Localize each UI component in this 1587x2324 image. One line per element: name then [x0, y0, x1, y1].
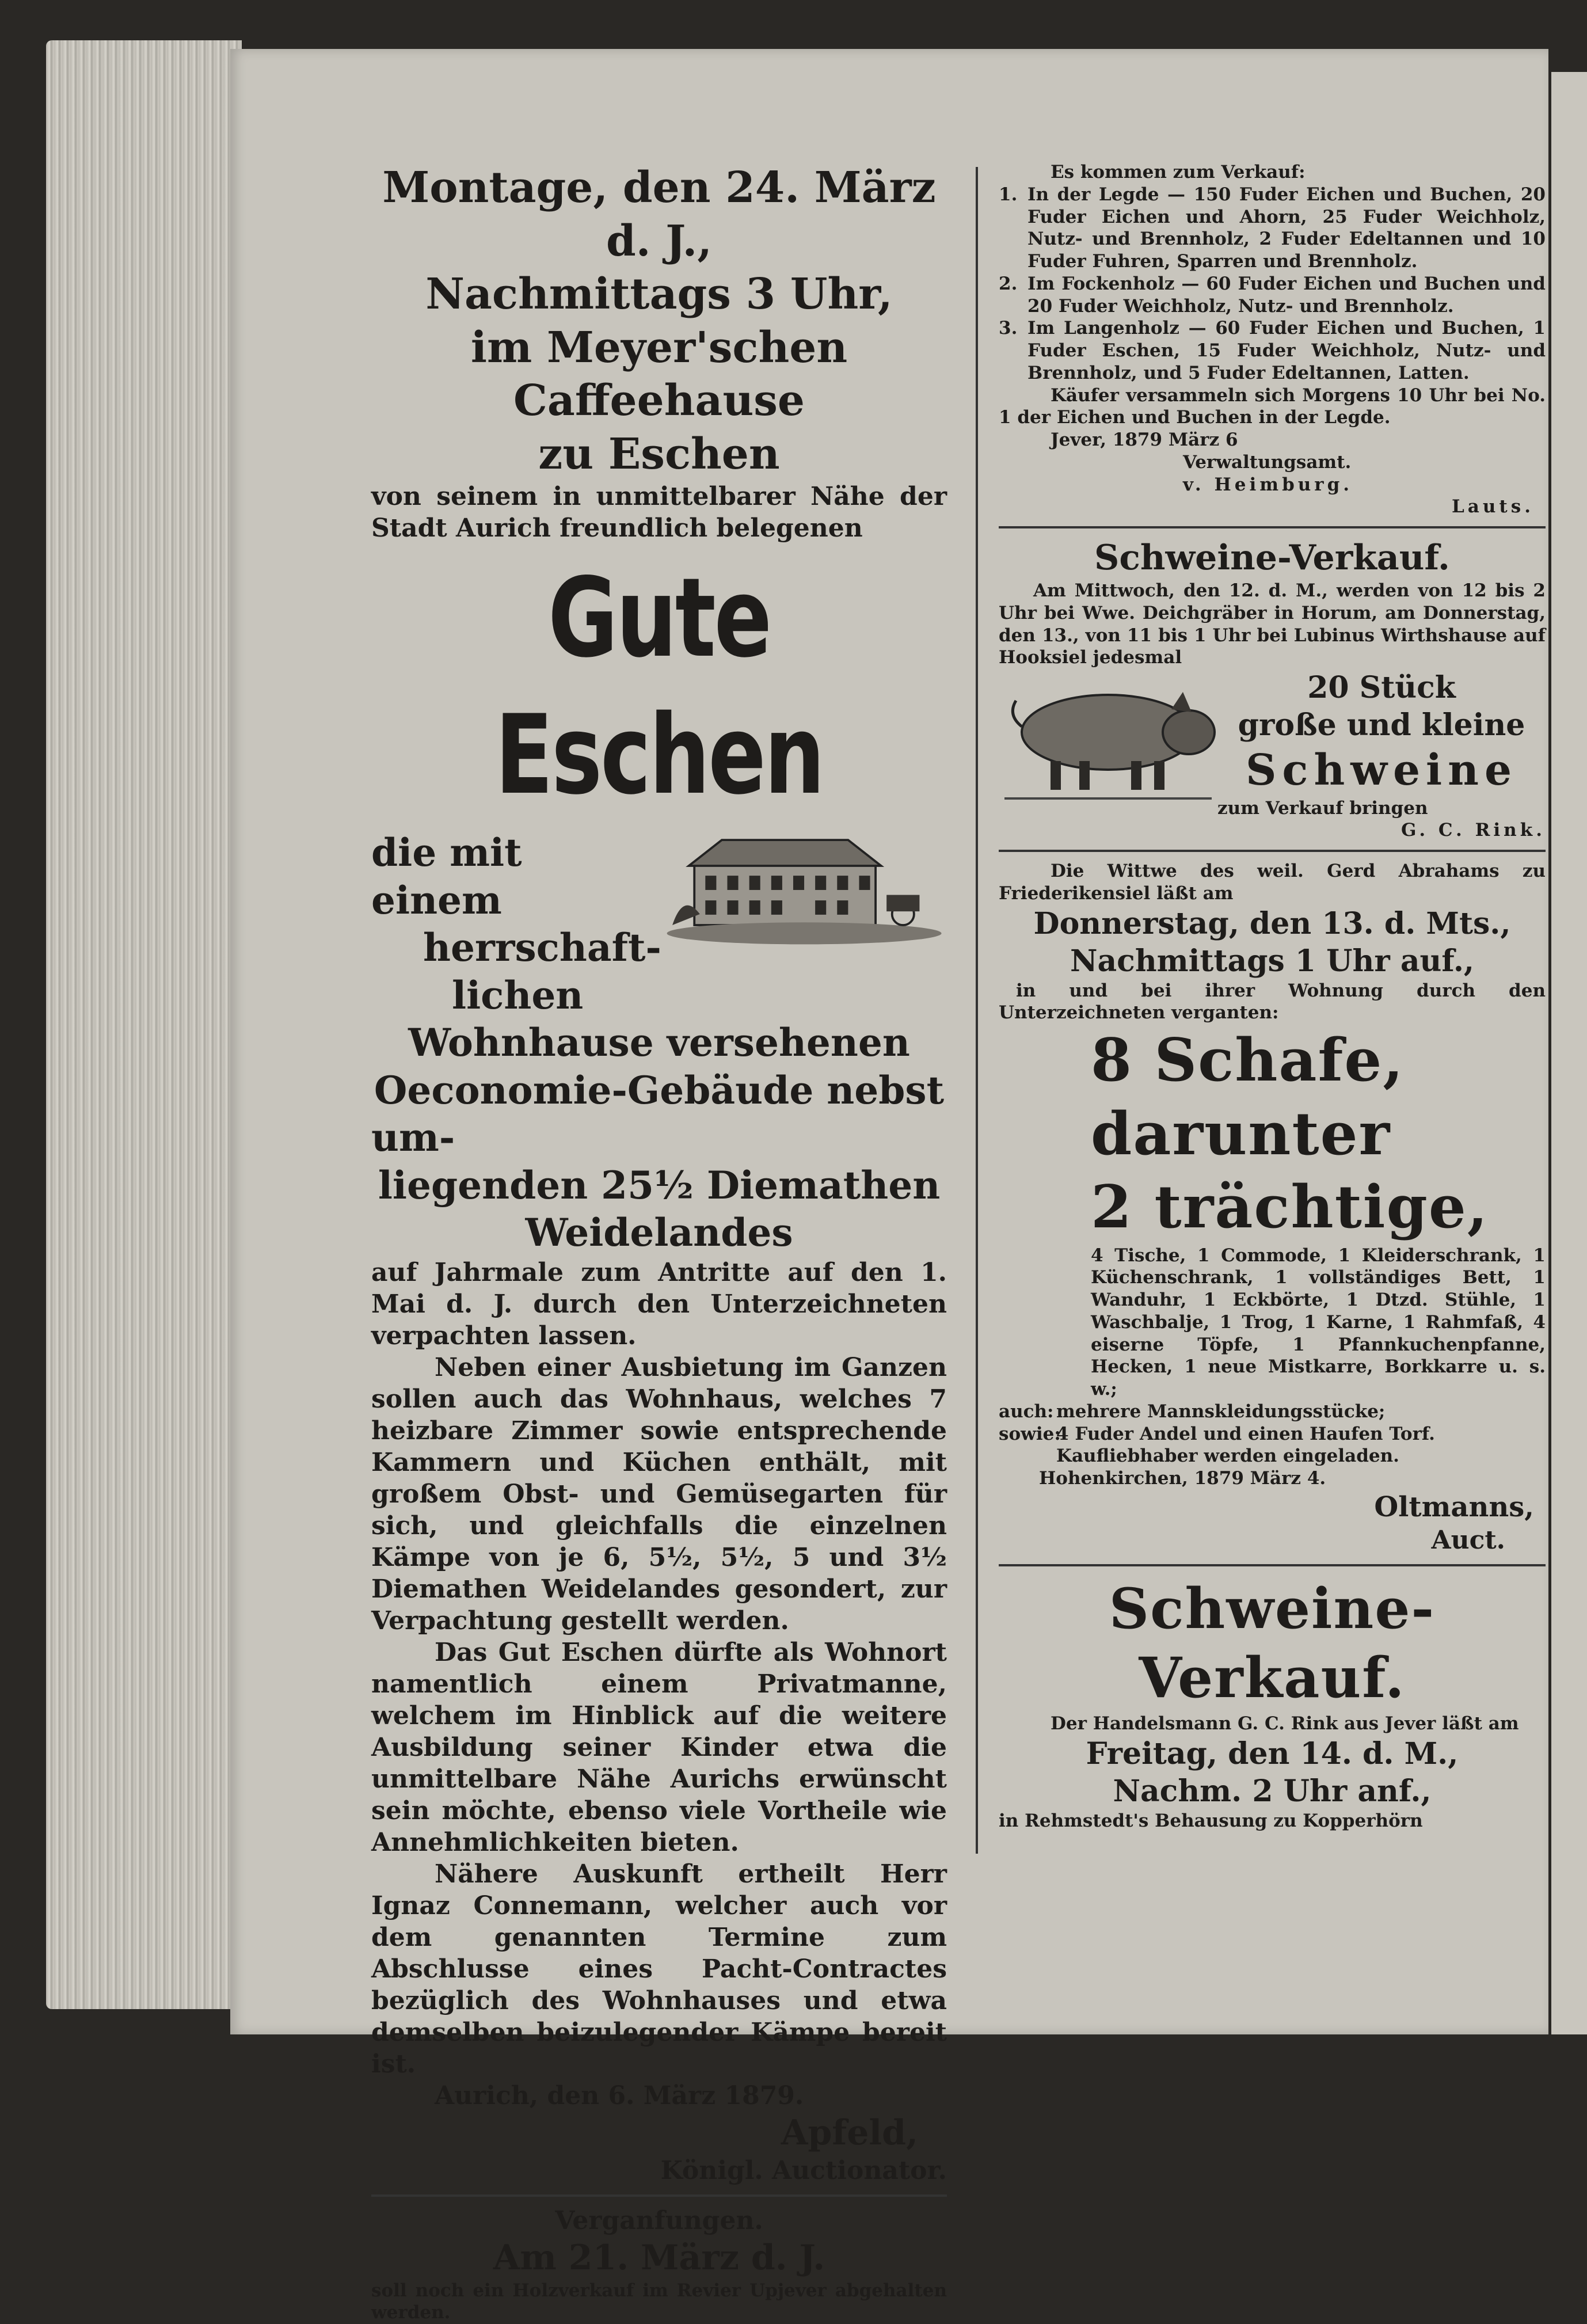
pig-sizes: große und kleine: [1217, 706, 1546, 744]
auctioneer-title: Auct.: [999, 1524, 1546, 1556]
office-name: Verwaltungsamt.: [999, 451, 1546, 474]
furniture-list: 4 Tische, 1 Commode, 1 Kleiderschrank, 1 Küchenschrank, 1 vollständiges Bett, 1 Wanduhr, 1 Eckbörte, 1 Dtzd. Stühle, 1 Waschbalje, 1 Trog, 1 Karne, 1 Rahmfaß, 4 eiserne Töpfe, 1 Pfannkuchenpfanne, Hecken, 1 neue Mistkarre, Borkkarre u. s. w.;: [999, 1245, 1546, 1401]
auctioneer-signature: Oltmanns,: [999, 1490, 1546, 1524]
ad-time-line: Nachmittags 3 Uhr,: [371, 268, 947, 321]
pig-sale-text-1: Am Mittwoch, den 12. d. M., werden von 12 bis 2 Uhr bei Wwe. Deichgräber in Horum, am Donnerstag, den 13., von 11 bis 1 Uhr bei Lubinus Wirthshause auf Hooksiel jedesmal: [999, 580, 1546, 669]
jever-dateline: Jever, 1879 März 6: [999, 429, 1546, 451]
divider: [999, 1564, 1546, 1566]
pig-word: Schweine: [1217, 744, 1546, 797]
pig-sale-day-2: Freitag, den 14. d. M.,: [999, 1735, 1546, 1773]
pig-sale-closing: zum Verkauf bringen: [1217, 797, 1546, 820]
divider: [999, 850, 1546, 852]
pig-illustration: [999, 669, 1217, 807]
widow-day: Donnerstag, den 13. d. Mts.,: [999, 905, 1546, 942]
pig-sale-title-1: Schweine-Verkauf.: [999, 537, 1546, 580]
ad-dateline: Aurich, den 6. März 1879.: [371, 2080, 947, 2112]
office-signature-2: Lauts.: [999, 496, 1546, 518]
estate-line-2: herrschaft-: [371, 924, 661, 972]
page-edges: [46, 40, 242, 2009]
meeting-note: Käufer versammeln sich Morgens 10 Uhr bei No. 1 der Eichen und Buchen in der Legde.: [999, 385, 1546, 429]
also-line: auch: mehrere Mannskleidungsstücke;: [999, 1401, 1546, 1423]
pig-sale-place-2: in Rehmstedt's Behausung zu Kopperhörn: [999, 1810, 1546, 1832]
paragraph-1: auf Jahrmale zum Antritte auf den 1. Mai d. J. durch den Unterzeichneten verpachten lassen.: [371, 1257, 947, 1352]
paragraph-3: Das Gut Eschen dürfte als Wohnort namentlich einem Privatmanne, welchem im Hinblick auf die weitere Ausbildung seiner Kinder etwa die unmittelbare Nähe Aurichs erwünscht sein möchte, ebenso viele Vortheile wie Annehmlichkeiten bieten.: [371, 1637, 947, 1858]
left-column: [371, 161, 947, 2324]
pig-count: 20 Stück: [1217, 669, 1546, 706]
estate-block: [371, 829, 947, 1019]
manor-house-illustration: [661, 829, 947, 950]
estate-title: Gute Eschen: [435, 550, 884, 823]
estate-line-4: Wohnhause versehenen: [371, 1019, 947, 1067]
ad-place-line: im Meyer'schen Caffeehause: [371, 321, 947, 428]
ad-town-line: zu Eschen: [371, 428, 947, 481]
estate-line-5: Oeconomie-Gebäude nebst um-: [371, 1067, 947, 1162]
estate-line-3: lichen: [371, 972, 661, 1020]
next-page-edge: [1551, 72, 1587, 2034]
widow-dateline: Hohenkirchen, 1879 März 4.: [999, 1467, 1546, 1490]
ad-intro-2: Stadt Aurich freundlich belegenen: [371, 512, 947, 544]
widow-place: in und bei ihrer Wohnung durch den Unterzeichneten verganten:: [999, 980, 1546, 1025]
buyers-invited: Kaufliebhaber werden eingeladen.: [999, 1445, 1546, 1467]
column-rule: [976, 167, 978, 1854]
sheep-line-2: 2 trächtige,: [999, 1171, 1546, 1245]
pig-sale-signature: G. C. Rink.: [1217, 819, 1546, 842]
estate-line-1: die mit einem: [371, 829, 661, 924]
vergantungen-date: Am 21. März d. J.: [371, 2236, 947, 2280]
estate-line-7: Weidelandes: [371, 1209, 947, 1257]
paragraph-2: Neben einer Ausbietung im Ganzen sollen auch das Wohnhaus, welches 7 heizbare Zimmer sowie entsprechende Kammern und Küchen enthält, mit großem Obst- und Gemüsegarten für sich, und gleichfalls die einzelnen Kämpe von je 6, 5½, 5½, 5 und 3½ Diemathen Weidelandes gesondert, zur Verpachtung gestellt werden.: [371, 1352, 947, 1637]
widow-intro: Die Wittwe des weil. Gerd Abrahams zu Friederikensiel läßt am: [999, 860, 1546, 905]
pig-sale-block: [999, 669, 1546, 842]
widow-time: Nachmittags 1 Uhr auf.,: [999, 942, 1546, 980]
office-signature: v. Heimburg.: [999, 474, 1546, 496]
ad-date-line: Montage, den 24. März d. J.,: [371, 161, 947, 268]
divider: [371, 2194, 947, 2197]
signature-title: Königl. Auctionator.: [371, 2155, 947, 2186]
list-item: 2. Im Fockenholz — 60 Fuder Eichen und Buchen und 20 Fuder Weichholz, Nutz- und Brennholz.: [999, 273, 1546, 318]
signature-name: Apfeld,: [371, 2112, 947, 2155]
right-column: [999, 161, 1546, 1832]
pig-sale-intro-2: Der Handelsmann G. C. Rink aus Jever läßt am: [999, 1713, 1546, 1735]
as-well-line: sowie: 4 Fuder Andel und einen Haufen Torf.: [999, 1423, 1546, 1446]
divider: [999, 526, 1546, 528]
pig-sale-time-2: Nachm. 2 Uhr anf.,: [999, 1773, 1546, 1810]
paragraph-4: Nähere Auskunft ertheilt Herr Ignaz Connemann, welcher auch vor dem genannten Termine zum Abschlusse eines Pacht-Contractes bezüglich des Wohnhauses und etwa demselben beizulegender Kämpe bereit ist.: [371, 1858, 947, 2080]
list-item: 3. Im Langenholz — 60 Fuder Eichen und Buchen, 1 Fuder Eschen, 15 Fuder Weichholz, Nutz- und Brennholz, und 5 Fuder Edeltannen, Latten.: [999, 317, 1546, 384]
list-item: 1. In der Legde — 150 Fuder Eichen und Buchen, 20 Fuder Eichen und Ahorn, 25 Fuder Weichholz, Nutz- und Brennholz, 2 Fuder Edeltannen und 10 Fuder Fuhren, Sparren und Brennholz.: [999, 184, 1546, 273]
sheep-line-1: 8 Schafe, darunter: [999, 1024, 1546, 1171]
estate-line-6: liegenden 25½ Diemathen: [371, 1162, 947, 1209]
pig-sale-title-2: Schweine-Verkauf.: [999, 1574, 1546, 1713]
ad-intro-1: von seinem in unmittelbarer Nähe der: [371, 481, 947, 512]
sale-intro: Es kommen zum Verkauf:: [999, 161, 1546, 184]
vergantungen-title: Verganfungen.: [371, 2205, 947, 2236]
vergantungen-text: soll noch ein Holzverkauf im Revier Upjever abgehalten werden.: [371, 2280, 947, 2324]
